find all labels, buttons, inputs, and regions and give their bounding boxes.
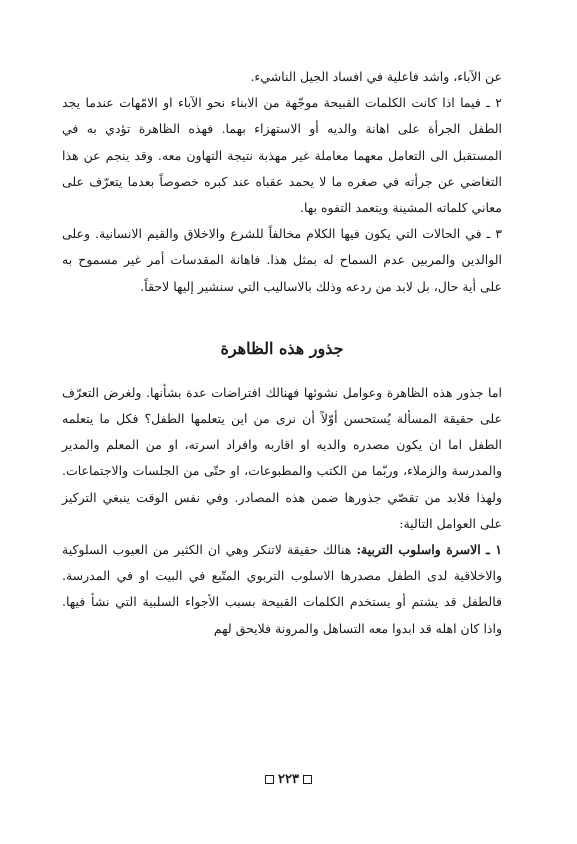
page-number-footer bbox=[0, 772, 577, 787]
square-ornament-icon bbox=[265, 775, 274, 784]
paragraph-intro-continuation: عن الآباء، واشد فاعلية في افساد الجيل الناشيء. bbox=[250, 69, 502, 84]
paragraph-roots: اما جذور هذه الظاهرة وعوامل نشوئها فهنالك افتراضات عدة بشأنها. ولغرض التعرّف على حقيقة المسألة يُستحسن أوّلاً أن نرى من اين يتعلمها الطفل؟ فكل ما يتعلمه الطفل اما ان يكون مصدره والديه او اقاربه وافراد اسرته، او من المعلم والمدير والمدرسة والزملاء، وربّما من الكتب والمطبوعات، او حتّى من الجلسات والاجتماعات. ولهذا فلابد من تقصّي جذورها ضمن هذه المصادر. وفي نفس الوقت ينبغي التركيز على العوامل التالية: bbox=[62, 384, 502, 531]
paragraph-factor-1 bbox=[62, 537, 502, 642]
paragraph-point-2: ٢ ـ فيما اذا كانت الكلمات القبيحة موجّهة من الابناء نحو الآباء او الامّهات عندما يجد الطفل الجرأة على اهانة والديه أو الاستهزاء بهما. فهذه الظاهرة تؤدي به في المستقبل الى التعامل معهما معاملة غير مهذبة نتيجة التهاون معه. وقد ينجم عن هذا التغاضي عن جرأته في صغره ما لا يحمد عقباه عند كبره خصوصاً بعدما يتعرّف على معاني كلماته المشينة ويتعمد التفوه بها. bbox=[62, 95, 502, 216]
page-number: ٢٢٣ bbox=[278, 772, 299, 787]
roots-block bbox=[62, 380, 502, 642]
factor-1-lead: ١ ـ الاسرة واسلوب التربية: bbox=[356, 542, 502, 558]
text-block bbox=[62, 64, 502, 300]
section-heading: جذور هذه الظاهرة bbox=[220, 338, 344, 358]
factor-1-text: هنالك حقيقة لاتنكر وهي ان الكثير من العيوب السلوكية والاخلاقية لدى الطفل مصدرها الاسلوب التربوي المتّبع في البيت او في المدرسة. فالطفل قد يشتم أو يستخدم الكلمات القبيحة بسبب الأجواء السلبية التي نشأ فيها. واذا كان اهله قد ابدوا معه التساهل والمرونة فلايحق لهم bbox=[62, 542, 502, 636]
paragraph-point-3: ٣ ـ في الحالات التي يكون فيها الكلام مخالفاً للشرع والاخلاق والقيم الانسانية. وعلى الوالدين والمربين عدم السماح له بمثل هذا. فاهانة المقدسات أمر غير مسموح به على أية حال، بل لابد من ردعه وذلك بالاساليب التي سنشير إليها لاحقاً. bbox=[62, 226, 502, 294]
page-body bbox=[62, 64, 502, 642]
square-ornament-icon bbox=[303, 775, 312, 784]
